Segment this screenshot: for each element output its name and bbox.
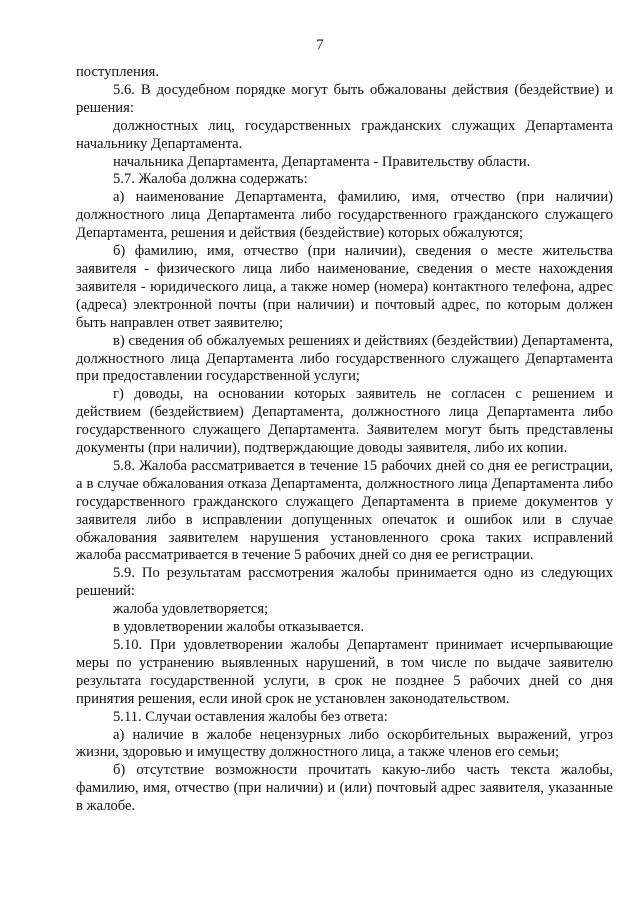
paragraph-5-11: 5.11. Случаи оставления жалобы без ответа: — [113, 708, 388, 725]
paragraph-5-7-g: г) доводы, на основании которых заявитель не согласен с решением и действием (бездействием) Департамента, должностного лица Департамента либо государственного служащего Департамента. Заявителем могут быть представлены документы (при наличии), подтверждающие доводы заявителя, либо их копии. — [76, 386, 613, 457]
document-body — [76, 64, 613, 816]
paragraph-5-7-a: а) наименование Департамента, фамилию, имя, отчество (при наличии) должностного лица Департамента либо государственного гражданского служащего Департамента, решения и действия (бездействие) которых обжалуются; — [76, 189, 613, 242]
paragraph-5-9-option-2: в удовлетворении жалобы отказывается. — [113, 619, 365, 636]
paragraph-5-6-item-1: должностных лиц, государственных гражданских служащих Департамента начальнику Департамента. — [76, 117, 613, 152]
paragraph-5-11-b: б) отсутствие возможности прочитать какую-либо часть текста жалобы, фамилию, имя, отчество (при наличии) и (или) почтовый адрес заявителя, указанные в жалобе. — [76, 762, 613, 815]
paragraph-5-6-item-2: начальника Департамента, Департамента - Правительству области. — [113, 153, 531, 170]
paragraph-5-6: 5.6. В досудебном порядке могут быть обжалованы действия (бездействие) и решения: — [76, 81, 613, 116]
paragraph-5-9: 5.9. По результатам рассмотрения жалобы принимается одно из следующих решений: — [76, 565, 613, 600]
paragraph-5-10: 5.10. При удовлетворении жалобы Департамент принимает исчерпывающие меры по устранению выявленных нарушений, в том числе по выдаче заявителю результата государственной услуги, в срок не позднее 5 рабочих дней со дня принятия решения, если иной срок не установлен законодательством. — [76, 637, 613, 707]
paragraph-5-7-b: б) фамилию, имя, отчество (при наличии), сведения о месте жительства заявителя - физического лица либо наименование, сведения о месте нахождения заявителя - юридического лица, а также номер (номера) контактного телефона, адрес (адреса) электронной почты (при наличии) и почтовый адрес, по которым должен быть направлен ответ заявителю; — [76, 243, 613, 331]
paragraph-5-11-a: а) наличие в жалобе нецензурных либо оскорбительных выражений, угроз жизни, здоровью и имуществу должностного лица, а также членов его семьи; — [76, 726, 613, 761]
page-number: 7 — [316, 37, 324, 53]
paragraph-continuation: поступления. — [76, 64, 159, 80]
paragraph-5-7: 5.7. Жалоба должна содержать: — [113, 171, 308, 188]
paragraph-5-8: 5.8. Жалоба рассматривается в течение 15 рабочих дней со дня ее регистрации, а в случае обжалования отказа Департамента, должностного лица Департамента либо государственного гражданского служащего Департамента в приеме документов у заявителя либо в исправлении допущенных опечаток и ошибок или в случае обжалования заявителем нарушения установленного срока таких исправлений жалоба рассматривается в течение 5 рабочих дней со дня ее регистрации. — [76, 457, 613, 564]
paragraph-5-7-v: в) сведения об обжалуемых решениях и действиях (бездействии) Департамента, должностного лица Департамента либо государственного служащего Департамента при предоставлении государственной услуги; — [76, 332, 613, 385]
paragraph-5-9-option-1: жалоба удовлетворяется; — [113, 601, 269, 618]
